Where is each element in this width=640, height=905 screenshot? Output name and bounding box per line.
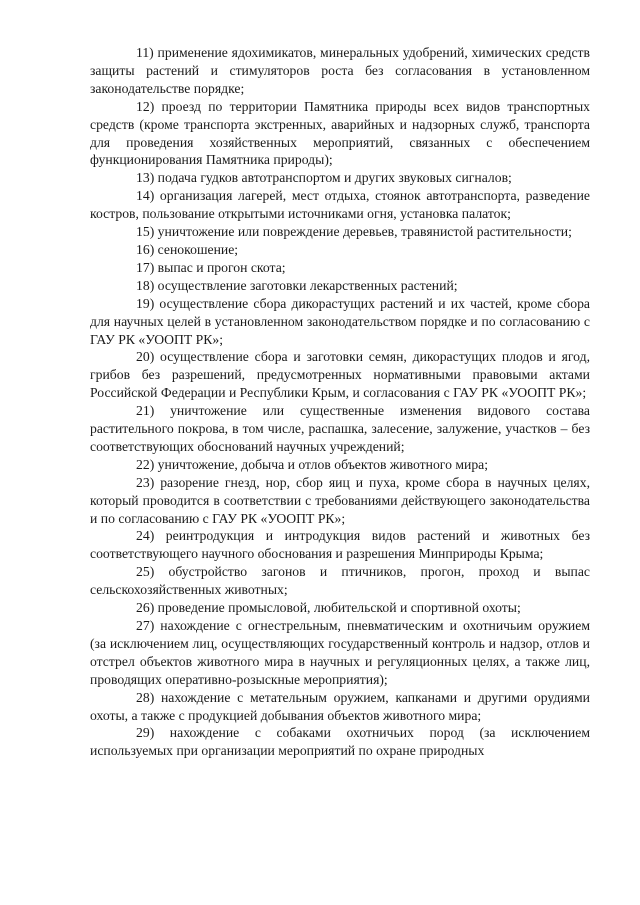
list-item-19: 19) осуществление сбора дикорастущих растений и их частей, кроме сбора для научных целей в установленном законодательством порядке и по согласованию с ГАУ РК «УООПТ РК»; [90, 295, 590, 347]
list-item-18: 18) осуществление заготовки лекарственных растений; [136, 277, 458, 293]
list-item-11: 11) применение ядохимикатов, минеральных удобрений, химических средств защиты растений и стимуляторов роста без согласования в установленном законодательстве порядке; [90, 45, 590, 96]
list-item-16: 16) сенокошение; [136, 241, 239, 257]
list-item-15: 15) уничтожение или повреждение деревьев, травянистой растительности; [136, 224, 572, 240]
list-item-14: 14) организация лагерей, мест отдыха, стоянок автотранспорта, разведение костров, пользование открытыми источниками огня, установка палаток; [90, 188, 590, 222]
list-item-27: 27) нахождение с огнестрельным, пневматическим и охотничьим оружием (за исключением лиц, осуществляющих государственный контроль и надзор, отлов и отстрел объектов животного мира в научных и регуляционных целях, а также лиц, проводящих оперативно-розыскные мероприятия); [90, 618, 590, 687]
list-item-20: 20) осуществление сбора и заготовки семян, дикорастущих плодов и ягод, грибов без разрешений, предусмотренных нормативными правовыми актами Российской Федерации и Республики Крым, и согласования с ГАУ РК «УООПТ РК»; [90, 349, 590, 401]
list-item-29: 29) нахождение с собаками охотничьих пород (за исключением используемых при организации мероприятий по охране природных [90, 725, 590, 759]
document-body [90, 44, 590, 760]
list-item-17: 17) выпас и прогон скота; [136, 259, 286, 275]
list-item-23: 23) разорение гнезд, нор, сбор яиц и пуха, кроме сбора в научных целях, который проводится в соответствии с требованиями действующего законодательства и по согласованию с ГАУ РК «УООПТ РК»; [90, 474, 590, 526]
list-item-26: 26) проведение промысловой, любительской и спортивной охоты; [136, 600, 521, 616]
list-item-28: 28) нахождение с метательным оружием, капканами и другими орудиями охоты, а также с продукцией добывания объектов животного мира; [90, 689, 590, 723]
list-item-21: 21) уничтожение или существенные изменения видового состава растительного покрова, в том числе, распашка, залесение, залужение, участков – без соответствующих обоснований научных учреждений; [90, 403, 590, 454]
list-item-25: 25) обустройство загонов и птичников, прогон, проход и выпас сельскохозяйственных животных; [90, 564, 590, 598]
list-item-24: 24) реинтродукция и интродукция видов растений и животных без соответствующего научного обоснования и разрешения Минприроды Крыма; [90, 528, 590, 562]
list-item-13: 13) подача гудков автотранспортом и других звуковых сигналов; [136, 170, 512, 186]
list-item-12: 12) проезд по территории Памятника природы всех видов транспортных средств (кроме транспорта экстренных, аварийных и надзорных служб, транспорта для проведения хозяйственных мероприятий, связанных с обеспечением функционирования Памятника природы); [90, 98, 590, 168]
list-item-22: 22) уничтожение, добыча и отлов объектов животного мира; [136, 456, 489, 472]
